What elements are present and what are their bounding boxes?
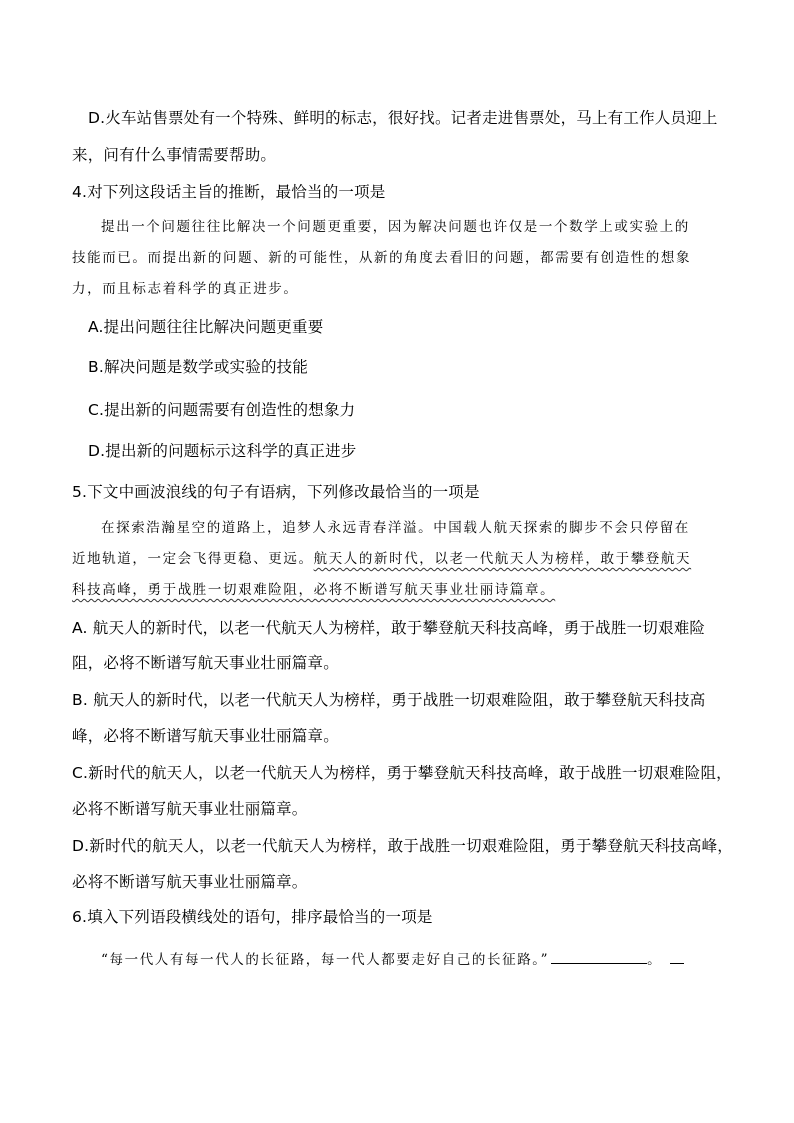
q5-passage-line2 <box>72 547 691 567</box>
q5-wavy-sentence-part2: 科技高峰，勇于战胜一切艰难险阻，必将不断谱写航天事业壮丽诗篇章。 <box>72 582 556 598</box>
q5-option-a-line1: A. 航天人的新时代，以老一代航天人为榜样，敢于攀登航天科技高峰，勇于战胜一切艰难险 <box>72 619 706 637</box>
q5-stem: 5.下文中画波浪线的句子有语病，下列修改最恰当的一项是 <box>72 483 480 501</box>
q5-passage-line2-plain: 近地轨道，一定会飞得更稳、更远。 <box>72 551 314 567</box>
q5-passage-line1: 在探索浩瀚星空的道路上，追梦人永远青春洋溢。中国载人航天探索的脚步不会只停留在 <box>101 520 690 536</box>
q5-option-b-line1: B. 航天人的新时代，以老一代航天人为榜样，勇于战胜一切艰难险阻，敢于攀登航天科技高 <box>72 691 706 709</box>
q4-option-a: A.提出问题往往比解决问题更重要 <box>88 318 324 336</box>
q4-passage-line2: 技能而已。而提出新的问题、新的可能性，从新的角度去看旧的问题，都需要有创造性的想象 <box>72 250 692 266</box>
q5-passage-line3 <box>72 578 555 598</box>
q5-option-a-line2: 阻，必将不断谱写航天事业壮丽篇章。 <box>72 654 339 672</box>
q5-wavy-sentence-part1: 航天人的新时代，以老一代航天人为榜样，敢于攀登航天 <box>313 551 692 567</box>
q4-option-b: B.解决问题是数学或实验的技能 <box>88 358 309 376</box>
q6-punctuation: 。 <box>647 952 663 968</box>
q6-next-blank <box>670 951 684 964</box>
q4-option-c: C.提出新的问题需要有创造性的想象力 <box>88 401 356 419</box>
q4-passage-line3: 力，而且标志着科学的真正进步。 <box>72 281 299 297</box>
q6-answer-blank <box>551 951 647 964</box>
q5-option-b-line2: 峰，必将不断谱写航天事业壮丽篇章。 <box>72 727 339 745</box>
q6-stem: 6.填入下列语段横线处的语句，排序最恰当的一项是 <box>72 908 433 926</box>
q5-option-c-line2: 必将不断谱写航天事业壮丽篇章。 <box>72 800 308 818</box>
q5-option-d-line2: 必将不断谱写航天事业壮丽篇章。 <box>72 873 308 891</box>
q6-passage-text: “每一代人有每一代人的长征路，每一代人都要走好自己的长征路。” <box>101 952 550 968</box>
q4-passage-line1: 提出一个问题往往比解决一个问题更重要，因为解决问题也许仅是一个数学上或实验上的 <box>101 219 690 235</box>
q3-option-d-line2: 来，问有什么事情需要帮助。 <box>72 146 277 164</box>
q5-option-d-line1: D.新时代的航天人，以老一代航天人为榜样，敢于战胜一切艰难险阻，勇于攀登航天科技高峰， <box>72 837 733 855</box>
q6-passage-line1 <box>101 948 684 968</box>
q3-option-d-line1: D.火车站售票处有一个特殊、鲜明的标志，很好找。记者走进售票处，马上有工作人员迎上 <box>88 109 718 127</box>
q4-option-d: D.提出新的问题标示这科学的真正进步 <box>88 442 357 460</box>
q5-option-c-line1: C.新时代的航天人，以老一代航天人为榜样，勇于攀登航天科技高峰，敢于战胜一切艰难险阻， <box>72 764 732 782</box>
q4-stem: 4.对下列这段话主旨的推断，最恰当的一项是 <box>72 183 386 201</box>
